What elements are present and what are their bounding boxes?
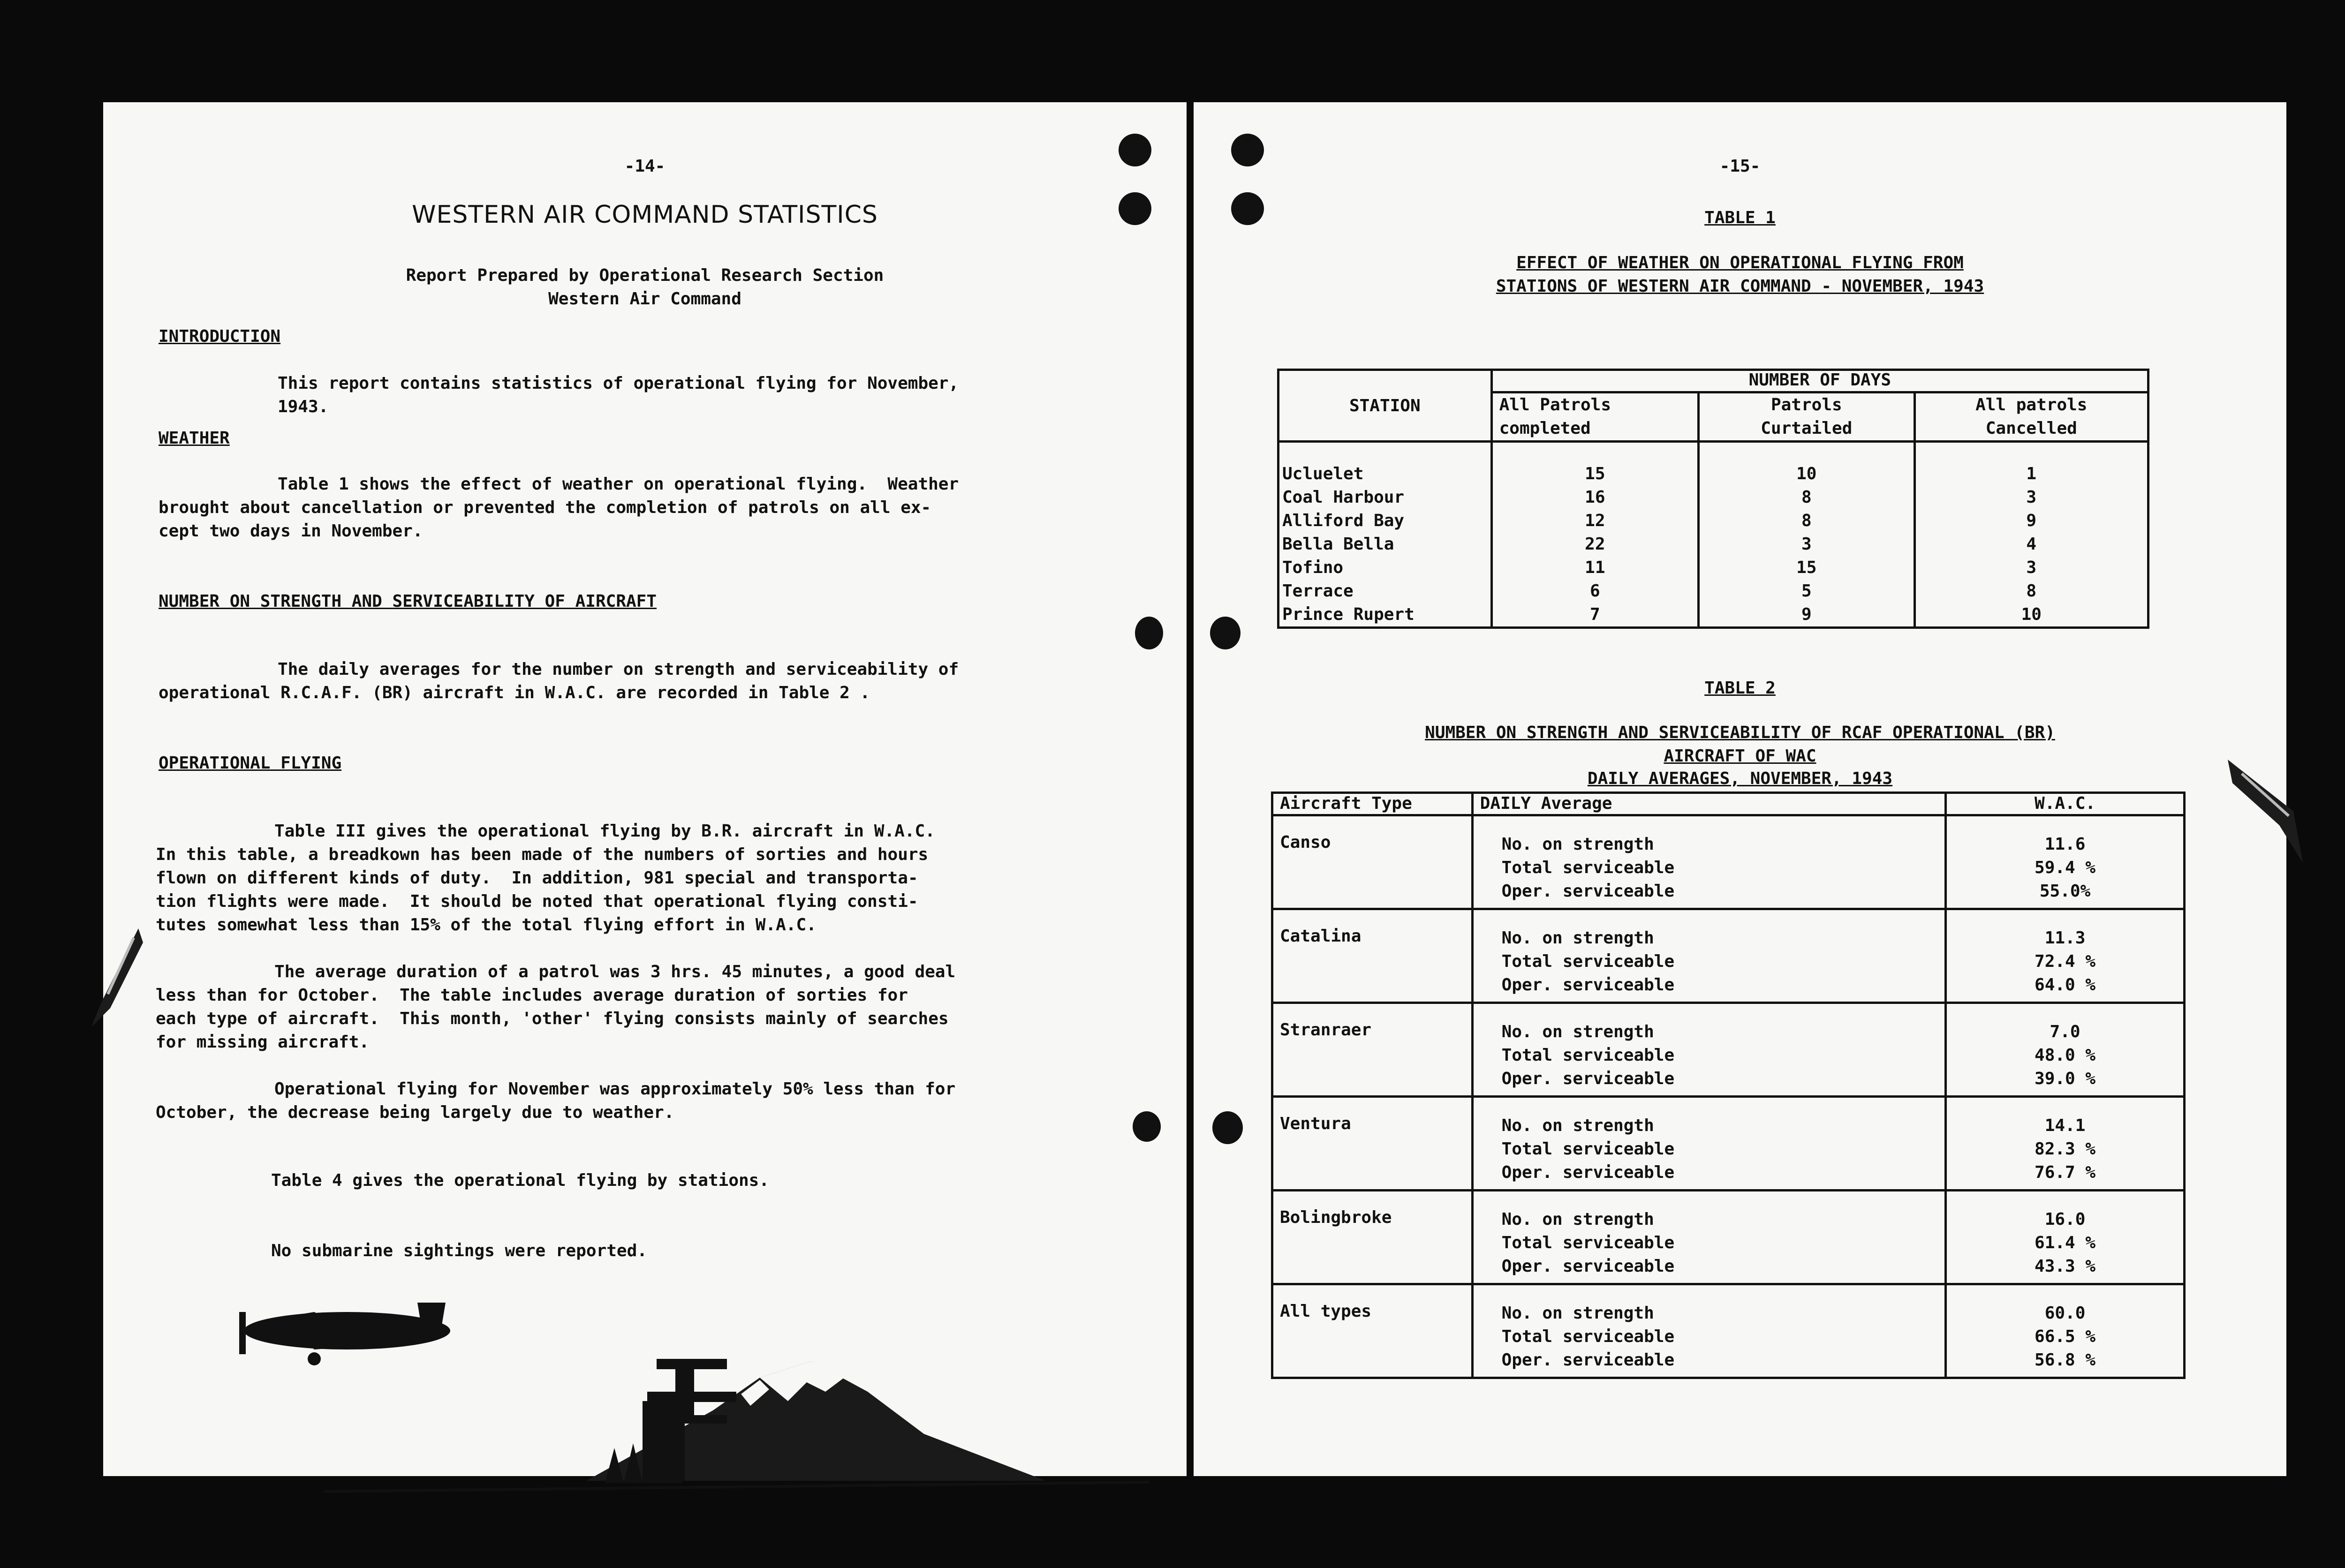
trees-icon [605, 1401, 685, 1483]
table1-title-line1: EFFECT OF WEATHER ON OPERATIONAL FLYING FROM [1516, 253, 1964, 272]
table-row: Stranraer No. on strength Total serviceable Oper. serviceable 7.0 48.0 % 39.0 % [1272, 1003, 2185, 1097]
flying-p4: Table 4 gives the operational flying by stations. [271, 1171, 770, 1190]
punch-hole-icon [1135, 617, 1163, 649]
flying-p1-2: In this table, a breadkown has been made of the numbers of sorties and hours [156, 845, 929, 864]
table-row: Alliford Bay [1282, 511, 1405, 530]
table1-header-station: STATION [1278, 370, 1492, 442]
table2-label: TABLE 2 [1704, 678, 1776, 698]
weather-heading: WEATHER [159, 429, 230, 448]
table2-title-line1: NUMBER ON STRENGTH AND SERVICEABILITY OF RCAF OPERATIONAL (BR) [1425, 723, 2055, 742]
airplane-icon [239, 1303, 450, 1365]
landscape-illustration [220, 1293, 1182, 1500]
flying-p2-1: The average duration of a patrol was 3 hrs. 45 minutes, a good deal [274, 962, 956, 981]
table1-header-group: NUMBER OF DAYS [1491, 370, 2148, 392]
flying-p1-3: flown on different kinds of duty. In addition, 981 special and transporta- [156, 868, 918, 888]
table2-title-line2: AIRCRAFT OF WAC [1664, 746, 1816, 766]
page-number-right: -15- [1719, 157, 1761, 176]
table-row: Bella Bella [1282, 535, 1394, 554]
table-row: Terrace [1282, 581, 1354, 601]
introduction-text-1: This report contains statistics of operational flying for November, [278, 374, 959, 393]
weather-text-3: cept two days in November. [159, 521, 423, 541]
table1-curtailed-values: 10 8 8 3 15 5 9 [1699, 442, 1914, 628]
flying-p5: No submarine sightings were reported. [271, 1241, 647, 1260]
punch-hole-icon [1133, 1111, 1161, 1142]
paper-clip-icon [2223, 755, 2307, 872]
left-page [103, 102, 1187, 1476]
punch-hole-icon [1231, 192, 1264, 225]
table1-cancelled-values: 1 3 9 4 3 8 10 [1914, 442, 2148, 628]
flying-heading: OPERATIONAL FLYING [159, 754, 342, 773]
introduction-text-2: 1943. [278, 397, 329, 416]
strength-text-1: The daily averages for the number on strength and serviceability of [278, 660, 959, 679]
table-row: Bolingbroke No. on strength Total serviceable Oper. serviceable 16.0 61.4 % 43.3 % [1272, 1191, 2185, 1284]
paper-clip-icon [82, 924, 148, 1032]
flying-p2-4: for missing aircraft. [156, 1033, 370, 1052]
strength-heading: NUMBER ON STRENGTH AND SERVICEABILITY OF AIRCRAFT [159, 592, 657, 611]
subtitle-line1: Report Prepared by Operational Research Section [406, 266, 884, 285]
flying-p1-4: tion flights were made. It should be noted that operational flying consti- [156, 892, 918, 911]
table-row: Coal Harbour [1282, 488, 1405, 507]
table2-title-line3: DAILY AVERAGES, NOVEMBER, 1943 [1587, 769, 1893, 788]
punch-hole-icon [1210, 617, 1241, 649]
right-page [1194, 102, 2286, 1476]
table-row: Prince Rupert [1282, 605, 1415, 624]
strength-text-2: operational R.C.A.F. (BR) aircraft in W.A.C. are recorded in Table 2 . [159, 683, 870, 702]
table-row: Ucluelet [1282, 464, 1364, 483]
table2-header-type: Aircraft Type [1272, 793, 1473, 815]
table1 [1277, 369, 2149, 629]
table-row: Catalina No. on strength Total serviceable Oper. serviceable 11.3 72.4 % 64.0 % [1272, 909, 2185, 1003]
table1-col-completed: All Patrols completed [1491, 392, 1698, 442]
punch-hole-icon [1119, 134, 1151, 166]
punch-hole-icon [1231, 134, 1264, 166]
flying-p2-3: each type of aircraft. This month, 'other' flying consists mainly of searches [156, 1009, 949, 1028]
punch-hole-icon [1212, 1111, 1243, 1144]
subtitle-line2: Western Air Command [548, 289, 741, 309]
flying-p3-1: Operational flying for November was approximately 50% less than for [274, 1079, 956, 1099]
table-row: Tofino [1282, 558, 1344, 577]
document-title: WESTERN AIR COMMAND STATISTICS [412, 201, 878, 229]
table2-header-wac: W.A.C. [1946, 793, 2185, 815]
punch-hole-icon [1119, 192, 1151, 225]
table1-col-cancelled: All patrols Cancelled [1914, 392, 2148, 442]
weather-text-2: brought about cancellation or prevented the completion of patrols on all ex- [159, 498, 931, 517]
table2-header-avg: DAILY Average [1472, 793, 1945, 815]
table1-label: TABLE 1 [1704, 208, 1776, 227]
flying-p1-5: tutes somewhat less than 15% of the total flying effort in W.A.C. [156, 915, 817, 935]
table1-completed-values: 15 16 12 22 11 6 7 [1491, 442, 1698, 628]
table1-col-curtailed: Patrols Curtailed [1699, 392, 1914, 442]
flying-p3-2: October, the decrease being largely due to weather. [156, 1103, 674, 1122]
table2 [1271, 792, 2186, 1379]
flying-p2-2: less than for October. The table includes average duration of sorties for [156, 986, 908, 1005]
weather-text-1: Table 1 shows the effect of weather on operational flying. Weather [278, 475, 959, 494]
introduction-heading: INTRODUCTION [159, 327, 281, 346]
table1-title-line2: STATIONS OF WESTERN AIR COMMAND - NOVEMBER, 1943 [1496, 277, 1984, 296]
page-number-left: -14- [624, 157, 666, 176]
table-row: Canso No. on strength Total serviceable Oper. serviceable 11.6 59.4 % 55.0% [1272, 815, 2185, 909]
flying-p1-1: Table III gives the operational flying by B.R. aircraft in W.A.C. [274, 822, 935, 841]
table-row: All types No. on strength Total serviceable Oper. serviceable 60.0 66.5 % 56.8 % [1272, 1284, 2185, 1378]
table-row: Ventura No. on strength Total serviceable Oper. serviceable 14.1 82.3 % 76.7 % [1272, 1097, 2185, 1191]
table1-stations [1278, 442, 1492, 628]
